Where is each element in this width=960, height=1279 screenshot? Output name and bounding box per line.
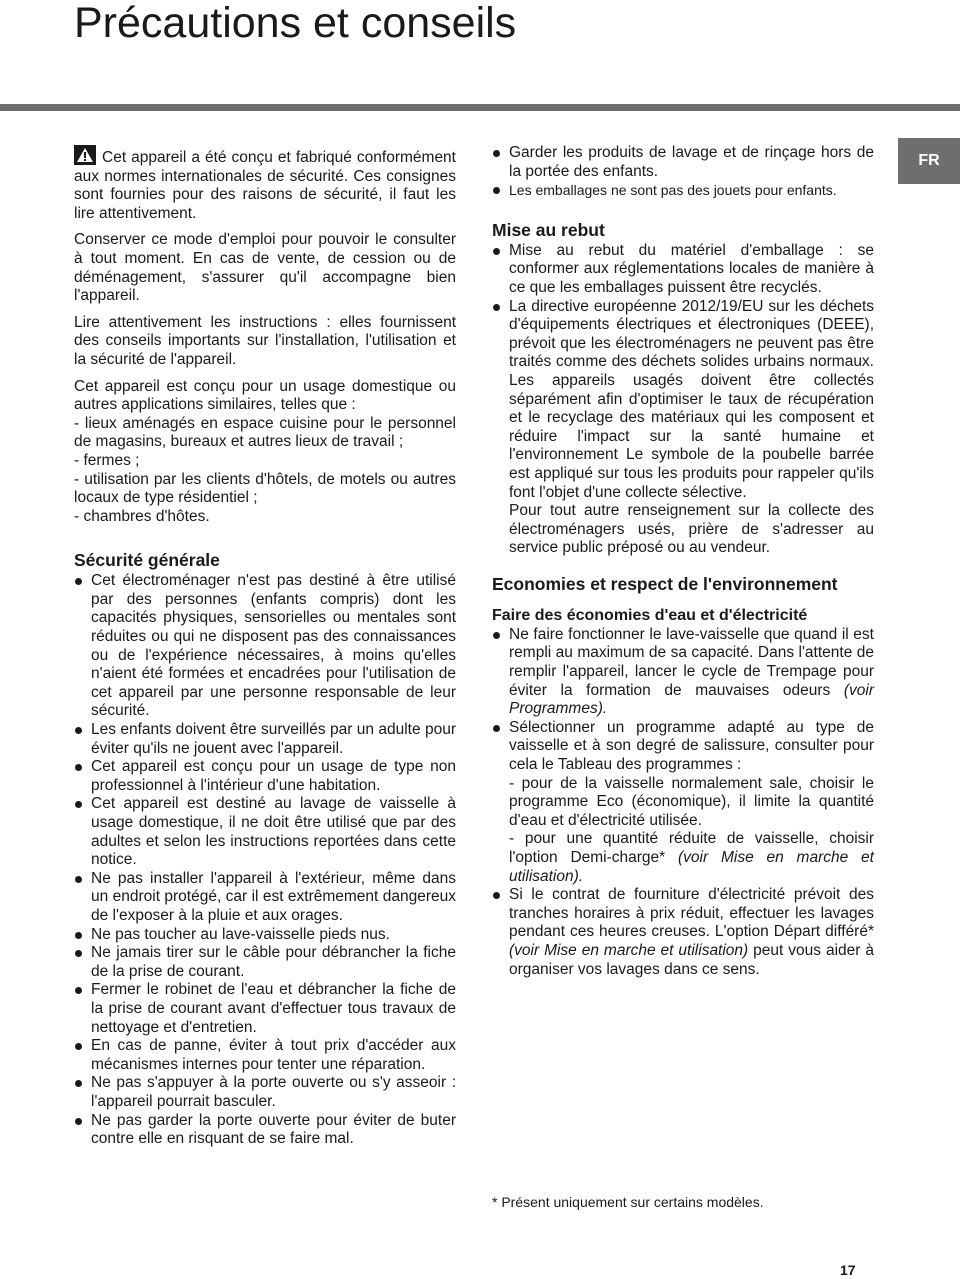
right-column <box>492 144 874 979</box>
eco-item-sub: - pour de la vaisselle normalement sale, choisir le programme Eco (économique), il limite la quantité d'eau et d'électricité utilisée. <box>509 774 874 829</box>
usage-item: - chambres d'hôtes. <box>74 507 210 525</box>
eco-heading: Economies et respect de l'environnement <box>492 573 838 594</box>
security-heading: Sécurité générale <box>74 550 220 571</box>
weee-contact-text: Pour tout autre renseignement sur la collecte des électroménagers usés, prière de s'adresser au service public préposé ou au vendeur. <box>509 502 874 557</box>
list-item <box>492 886 874 979</box>
eco-list <box>492 626 874 979</box>
cross-reference: (voir Programmes). <box>509 681 874 718</box>
list-item: Les enfants doivent être surveillés par un adulte pour éviter qu'ils ne jouent avec l'appareil. <box>74 721 456 758</box>
list-item: Les emballages ne sont pas des jouets pour enfants. <box>492 181 874 200</box>
list-item: Cet électroménager n'est pas destiné à être utilisé par des personnes (enfants compris) dont les capacités physiques, sensorielles ou mentales sont réduites ou qui ne disposent pas des connaissances ou de l'expérience nécessaires, à moins qu'elles n'aient été formées et encadrées pour l'utilisation de cet appareil par une personne responsable de leur sécurité. <box>74 572 456 721</box>
list-item: Ne pas toucher au lave-vaisselle pieds nus. <box>74 926 456 945</box>
list-item: Mise au rebut du matériel d'emballage : se conformer aux réglementations locales de manière à ce que les emballages puissent être recyclés. <box>492 242 874 298</box>
security-list <box>74 572 456 1148</box>
list-item <box>492 298 874 558</box>
usage-item: - lieux aménagés en espace cuisine pour le personnel de magasins, bureaux et autres lieux de travail ; <box>74 414 456 451</box>
usage-item: - utilisation par les clients d'hôtels, de motels ou autres locaux de type résidentiel ; <box>74 470 456 507</box>
intro-paragraph-1 <box>74 145 456 223</box>
usage-intro: Cet appareil est conçu pour un usage domestique ou autres applications similaires, telles que : <box>74 377 456 414</box>
left-column <box>74 145 456 1149</box>
intro-paragraph-2: Conserver ce mode d'emploi pour pouvoir le consulter à tout moment. En cas de vente, de cession ou de déménagement, s'assurer qu'il accompagne bien l'appareil. <box>74 231 456 305</box>
eco-item-text: peut vous aider à organiser vos lavages dans ce sens. <box>509 941 874 978</box>
intro-paragraph-3: Lire attentivement les instructions : elles fournissent des conseils importants sur l'installation, l'utilisation et la sécurité de l'appareil. <box>74 313 456 368</box>
page-number: 17 <box>840 1262 856 1278</box>
intro-text-1: Cet appareil a été conçu et fabriqué conformément aux normes internationales de sécurité. Ces consignes sont fournies pour des raisons de sécurité, il faut les lire attentivement. <box>74 149 456 222</box>
list-item <box>492 626 874 719</box>
cross-reference: (voir Mise en marche et utilisation) <box>509 941 749 959</box>
list-item: Fermer le robinet de l'eau et débrancher la fiche de la prise de courant avant d'effectuer tous travaux de nettoyage et d'entretien. <box>74 981 456 1037</box>
eco-item-sub: - pour une quantité réduite de vaisselle, choisir l'option Demi-charge* <box>509 830 874 866</box>
footnote: * Présent uniquement sur certains modèles. <box>492 1194 764 1210</box>
list-item: Cet appareil est destiné au lavage de vaisselle à usage domestique, il ne doit être utilisé que par des adultes et selon les instructions reportées dans cette notice. <box>74 795 456 869</box>
page-title: Précautions et conseils <box>74 0 517 47</box>
list-item: En cas de panne, éviter à tout prix d'accéder aux mécanismes internes pour tenter une réparation. <box>74 1037 456 1074</box>
list-item: Garder les produits de lavage et de rinçage hors de la portée des enfants. <box>492 144 874 181</box>
eco-subheading: Faire des économies d'eau et d'électricité <box>492 606 808 624</box>
warning-icon <box>74 145 96 165</box>
disposal-list <box>492 242 874 558</box>
disposal-heading: Mise au rebut <box>492 219 605 240</box>
eco-item-text: Si le contrat de fourniture d'électricité prévoit des tranches horaires à prix réduit, effectuer les lavages pendant ces heures creuses. L'option Départ différé* <box>509 886 874 941</box>
language-tab: FR <box>898 138 960 184</box>
list-item <box>492 719 874 886</box>
eco-item-text: Ne faire fonctionner le lave-vaisselle que quand il est rempli au maximum de sa capacité. Dans l'attente de remplir l'appareil, lancer le cycle de Trempage pour éviter la formation de mauvaises odeurs <box>509 625 874 699</box>
list-item: Cet appareil est conçu pour un usage de type non professionnel à l'intérieur d'une habitation. <box>74 758 456 795</box>
list-item: Ne jamais tirer sur le câble pour débrancher la fiche de la prise de courant. <box>74 944 456 981</box>
children-safety-list <box>492 144 874 200</box>
header-rule <box>0 104 960 111</box>
cross-reference: (voir Mise en marche et utilisation). <box>509 849 874 885</box>
eco-item-text: Sélectionner un programme adapté au type de vaisselle et à son degré de salissure, consulter pour cela le Tableau des programmes : <box>509 718 874 774</box>
usage-item: - fermes ; <box>74 451 140 469</box>
list-item: Ne pas s'appuyer à la porte ouverte ou s'y asseoir : l'appareil pourrait basculer. <box>74 1074 456 1111</box>
list-item: Ne pas installer l'appareil à l'extérieur, même dans un endroit protégé, car il est extrêmement dangereux de l'exposer à la pluie et aux orages. <box>74 870 456 926</box>
list-item: Ne pas garder la porte ouverte pour éviter de buter contre elle en risquant de se faire mal. <box>74 1112 456 1149</box>
weee-text: La directive européenne 2012/19/EU sur les déchets d'équipements électriques et électroniques (DEEE), prévoit que les électroménagers ne peuvent pas être traités comme des déchets solides urbains normaux. Les appareils usagés doivent être collectés séparément afin d'optimiser le taux de récupération et le recyclage des matériaux qui les composent et réduire l'impact sur la santé humaine et l'environnement Le symbole de la poubelle barrée est appliqué sur tous les produits pour rappeler qu'ils font l'objet d'une collecte sélective. <box>509 297 874 501</box>
